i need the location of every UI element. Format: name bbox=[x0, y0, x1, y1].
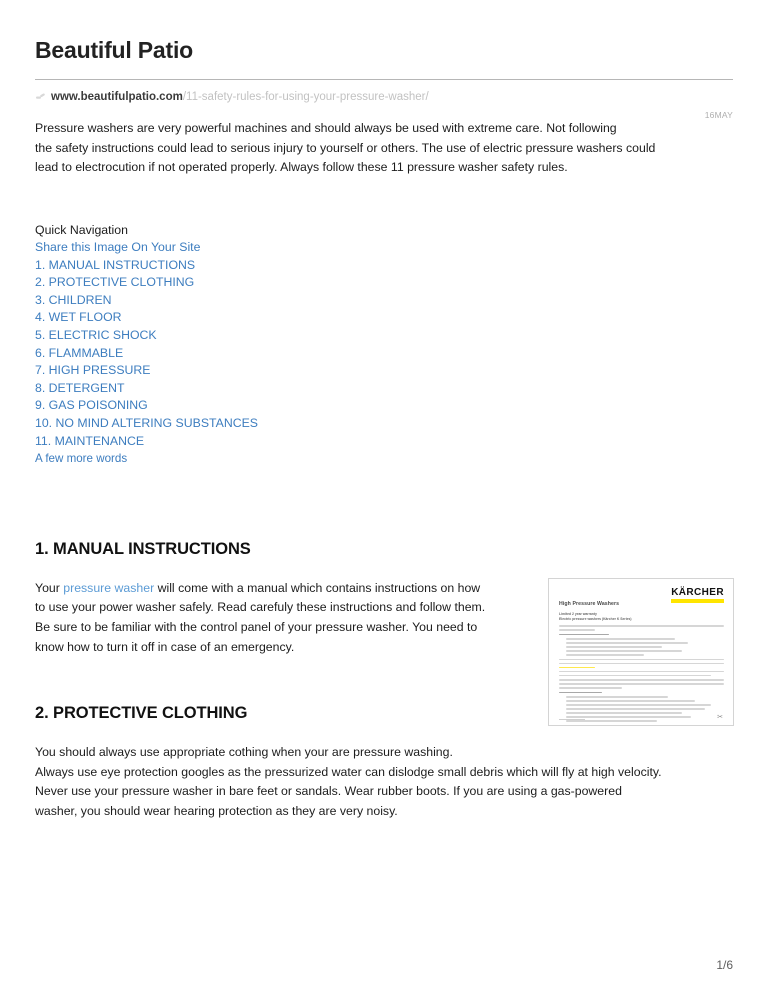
section-2-body bbox=[35, 743, 733, 821]
section-2-line-1: You should always use appropriate cothing when your are pressure washing. bbox=[35, 745, 453, 760]
nav-item-gas-poisoning[interactable]: 9. GAS POISONING bbox=[35, 398, 148, 413]
thumbnail-paragraph bbox=[559, 625, 724, 631]
section-1-heading: 1. MANUAL INSTRUCTIONS bbox=[35, 539, 251, 558]
nav-item-high-pressure[interactable]: 7. HIGH PRESSURE bbox=[35, 363, 151, 378]
thumbnail-footer-line bbox=[559, 719, 585, 720]
karcher-logo-bar bbox=[671, 599, 724, 603]
url-domain[interactable]: www.beautifulpatio.com bbox=[51, 91, 183, 104]
karcher-logo bbox=[671, 587, 724, 603]
section-1-line-4: know how to turn it off in case of an emergency. bbox=[35, 639, 295, 654]
nav-item-a-few-more-words[interactable]: A few more words bbox=[35, 452, 128, 466]
url-path[interactable]: /11-safety-rules-for-using-your-pressure-washer/ bbox=[182, 91, 429, 104]
scissors-icon: ✂ bbox=[717, 714, 723, 721]
date-stamp: 16MAY bbox=[704, 110, 733, 120]
intro-paragraph bbox=[35, 119, 729, 177]
intro-line-2: the safety instructions could lead to serious injury to yourself or others. The use of electric pressure washers could bbox=[35, 140, 656, 155]
thumbnail-subheading-line-2: Electric pressure washers (Kärcher K Series) bbox=[559, 617, 632, 621]
quick-navigation bbox=[35, 222, 733, 468]
section-1-lead-before: Your bbox=[35, 580, 64, 595]
thumbnail-subheading-line-1: Limited 2 year warranty bbox=[559, 612, 597, 616]
thumbnail-body-lines bbox=[559, 625, 724, 726]
nav-item-no-mind-altering-substances[interactable]: 10. NO MIND ALTERING SUBSTANCES bbox=[35, 416, 258, 431]
nav-item-protective-clothing[interactable]: 2. PROTECTIVE CLOTHING bbox=[35, 275, 195, 290]
quick-navigation-title: Quick Navigation bbox=[35, 222, 128, 237]
nav-item-share-image[interactable]: Share this Image On Your Site bbox=[35, 240, 201, 255]
intro-line-1: Pressure washers are very powerful machines and should always be used with extreme care. Not following bbox=[35, 121, 617, 136]
karcher-warranty-thumbnail[interactable] bbox=[548, 578, 734, 726]
karcher-logo-text: KÄRCHER bbox=[671, 587, 724, 598]
section-1-lead-after: will come with a manual which contains instructions on how bbox=[154, 580, 481, 595]
thumbnail-bullet-list-1 bbox=[559, 638, 724, 656]
section-2-heading: 2. PROTECTIVE CLOTHING bbox=[35, 704, 248, 723]
thumbnail-heading: High Pressure Washers bbox=[559, 601, 620, 607]
page-number: 1/6 bbox=[716, 958, 733, 972]
nav-item-maintenance[interactable]: 11. MAINTENANCE bbox=[35, 433, 145, 448]
thumbnail-inner bbox=[549, 579, 733, 725]
nav-item-wet-floor[interactable]: 4. WET FLOOR bbox=[35, 310, 122, 325]
section-2-line-3: Never use your pressure washer in bare feet or sandals. Wear rubber boots. If you are using a gas-powered bbox=[35, 784, 622, 799]
section-1-line-3: Be sure to be familiar with the control panel of your pressure washer. You need to bbox=[35, 619, 478, 634]
section-2-line-2: Always use eye protection googles as the pressurized water can dislodge small debris which will fly at high velocity. bbox=[35, 764, 662, 779]
nav-item-electric-shock[interactable]: 5. ELECTRIC SHOCK bbox=[35, 328, 157, 343]
nav-item-detergent[interactable]: 8. DETERGENT bbox=[35, 380, 125, 395]
section-2-line-4: washer, you should wear hearing protection as they are very noisy. bbox=[35, 803, 398, 818]
section-1-body bbox=[35, 579, 535, 657]
nav-item-children[interactable]: 3. CHILDREN bbox=[35, 292, 112, 307]
intro-line-3: lead to electrocution if not operated properly. Always follow these 11 pressure washer safety rules. bbox=[35, 160, 568, 175]
thumbnail-subheading bbox=[559, 612, 632, 622]
breadcrumb[interactable] bbox=[35, 90, 733, 104]
page-title: Beautiful Patio bbox=[35, 37, 194, 63]
quick-navigation-list bbox=[35, 239, 733, 468]
thumbnail-paragraph-2 bbox=[559, 679, 724, 689]
nav-item-flammable[interactable]: 6. FLAMMABLE bbox=[35, 345, 124, 360]
pressure-washer-link[interactable]: pressure washer bbox=[63, 580, 155, 595]
section-1-line-1 bbox=[35, 579, 535, 599]
title-divider bbox=[35, 79, 733, 80]
link-icon bbox=[35, 92, 46, 103]
nav-item-manual-instructions[interactable]: 1. MANUAL INSTRUCTIONS bbox=[35, 257, 196, 272]
section-1-line-2: to use your power washer safely. Read carefuly these instructions and follow them. bbox=[35, 600, 486, 615]
